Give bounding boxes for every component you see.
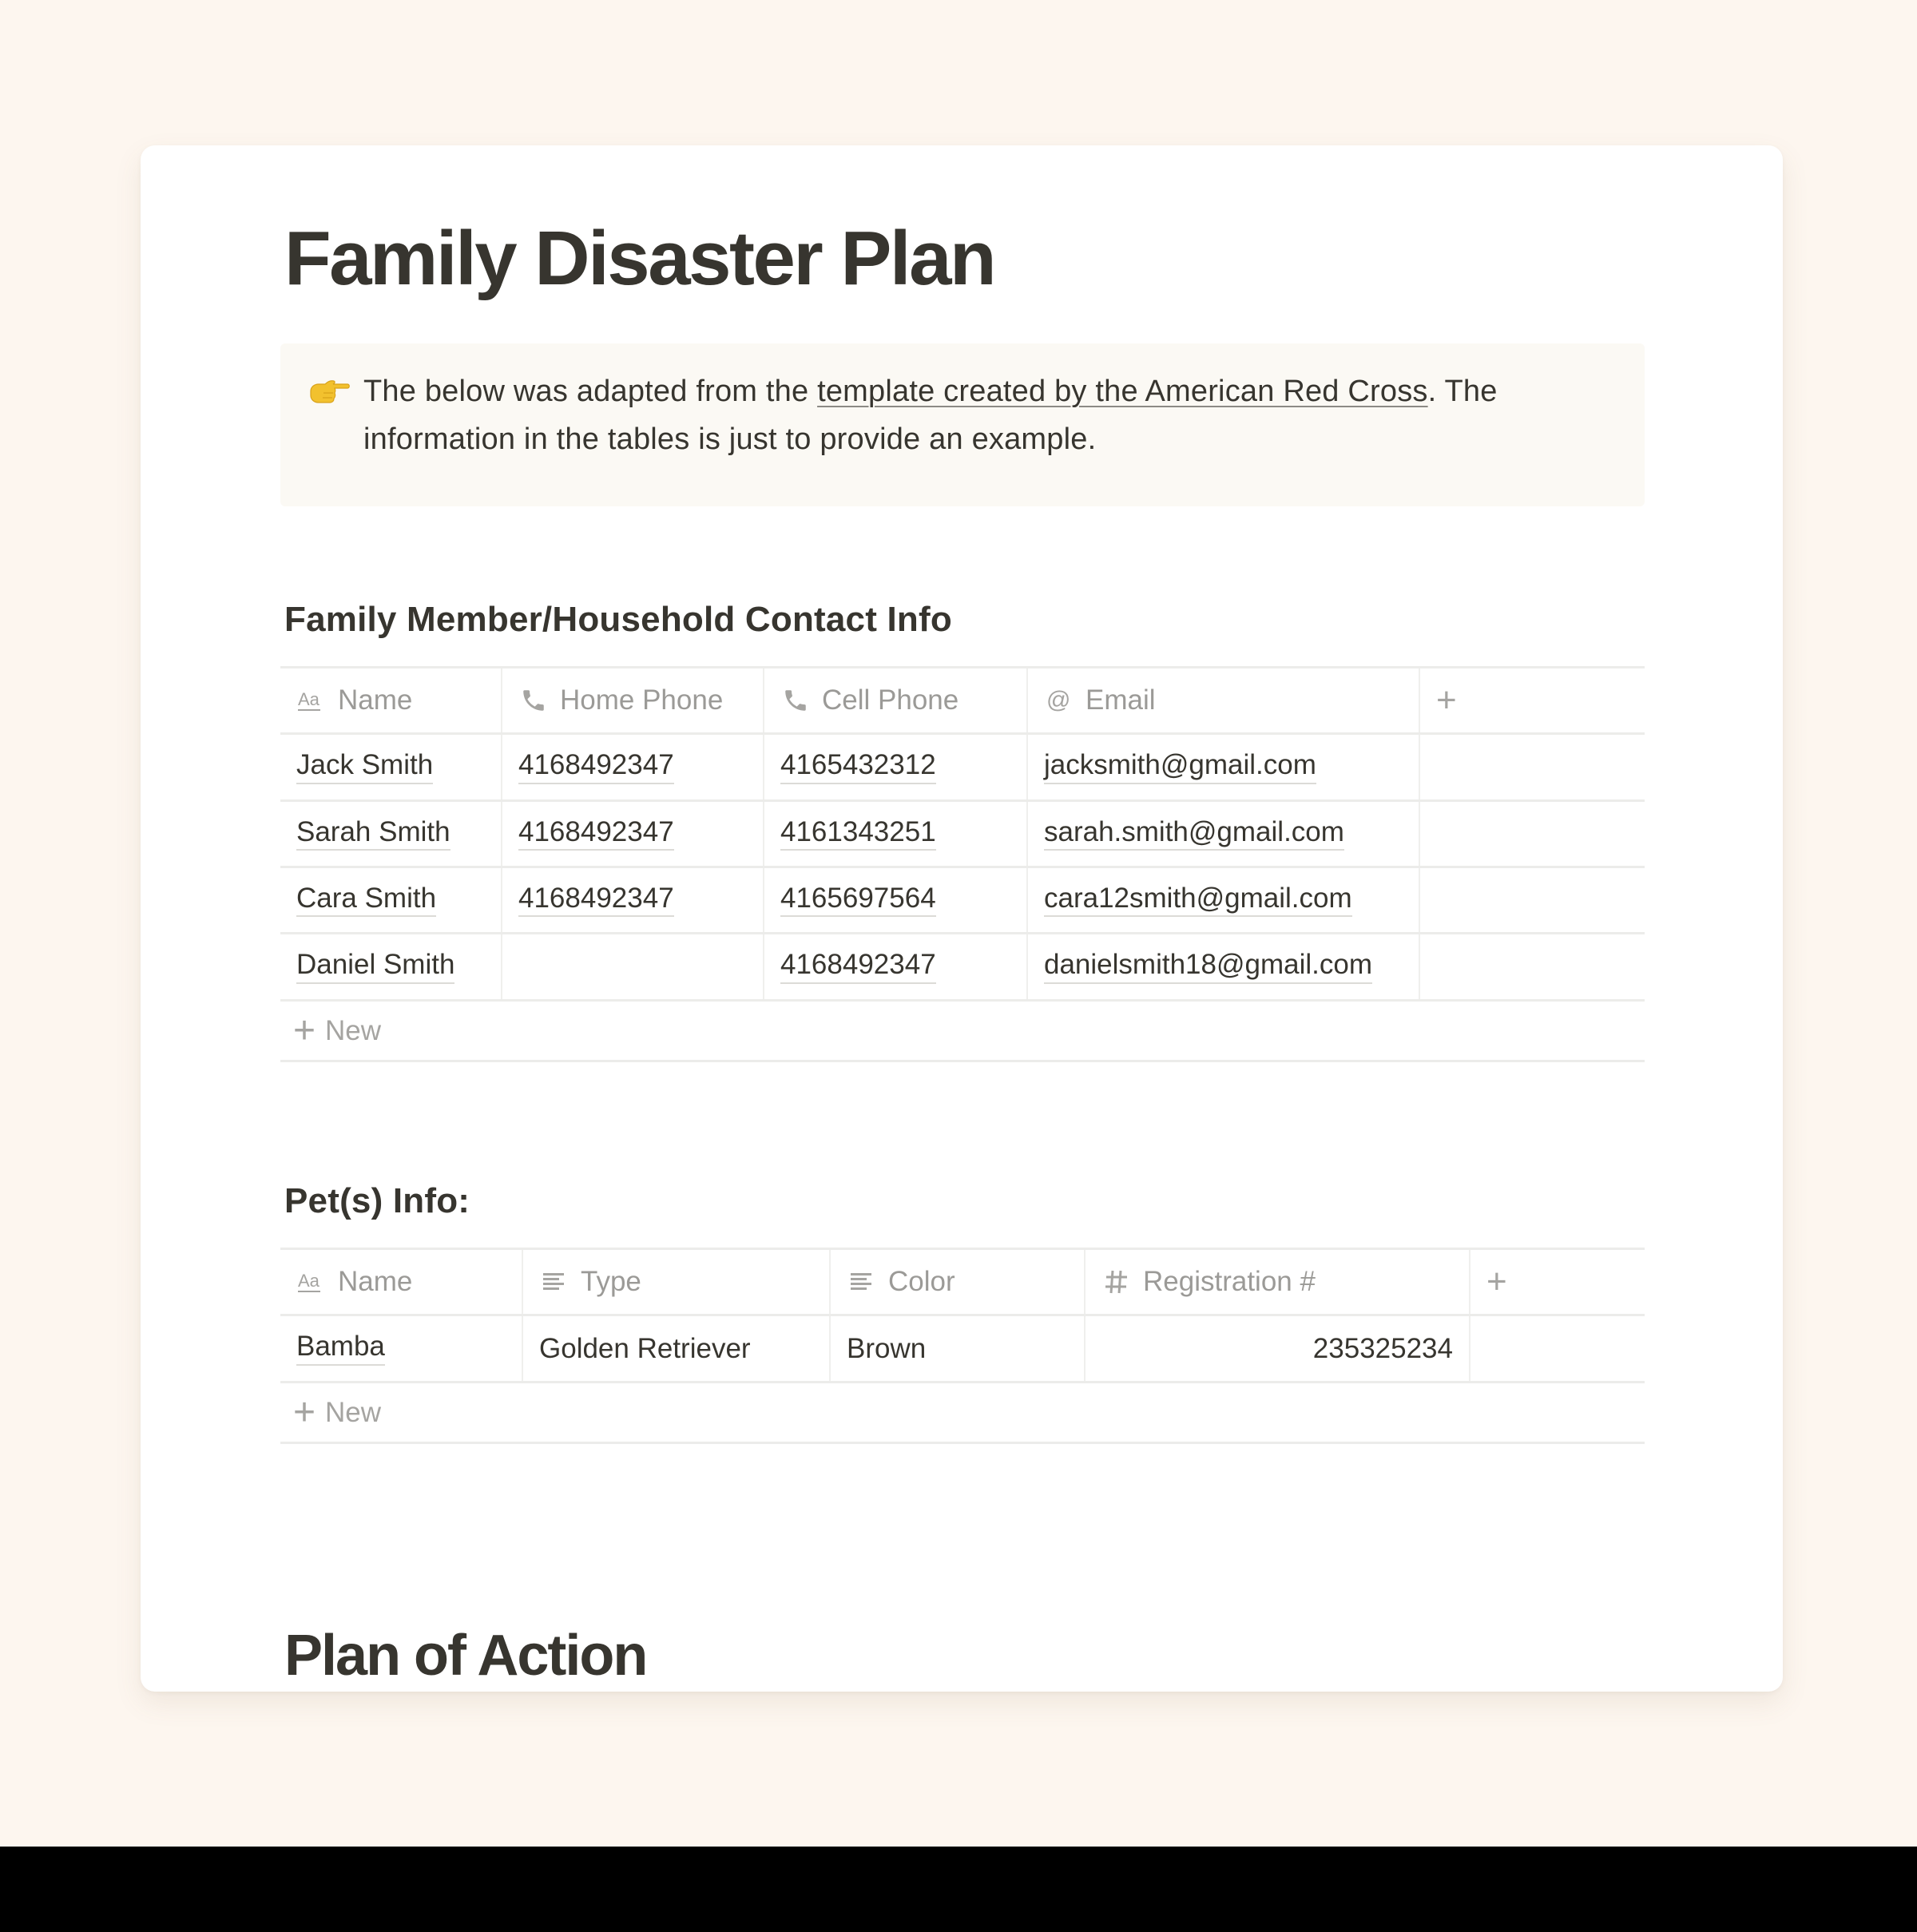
cell-type[interactable] (523, 1316, 831, 1381)
at-sign-icon (1044, 685, 1074, 716)
column-header-color[interactable] (831, 1250, 1086, 1314)
add-new-row-button[interactable] (280, 1383, 1645, 1444)
cell-text: Sarah Smith (296, 817, 450, 851)
cell-empty (1470, 1316, 1645, 1381)
cell-text: Daniel Smith (296, 950, 454, 984)
cell-text: 4161343251 (780, 817, 936, 851)
cell-email[interactable] (1028, 934, 1420, 999)
cell-home-phone[interactable] (502, 735, 764, 799)
cell-name[interactable] (280, 868, 502, 932)
cell-name[interactable] (280, 735, 502, 799)
cell-cell-phone[interactable] (764, 735, 1028, 799)
title-aa-icon (296, 1267, 327, 1297)
cell-email[interactable] (1028, 802, 1420, 866)
cell-empty (1420, 868, 1645, 932)
new-row-label: New (325, 1014, 382, 1046)
column-label: Color (888, 1266, 955, 1297)
table-row[interactable] (280, 799, 1645, 866)
cell-name[interactable] (280, 802, 502, 866)
table-row[interactable] (280, 732, 1645, 799)
column-header-cell-phone[interactable] (764, 668, 1028, 732)
cell-email[interactable] (1028, 868, 1420, 932)
contacts-header-row (280, 666, 1645, 732)
cell-text: 4168492347 (518, 750, 674, 784)
cell-name[interactable] (280, 934, 502, 999)
cell-name[interactable] (280, 1316, 523, 1381)
cell-text: Brown (847, 1332, 927, 1364)
cell-home-phone[interactable] (502, 868, 764, 932)
title-aa-icon (296, 685, 327, 716)
contacts-table (280, 666, 1645, 1062)
cell-text: Golden Retriever (539, 1332, 751, 1364)
phone-icon (780, 685, 811, 716)
cell-text: 4168492347 (780, 950, 936, 984)
column-header-registration[interactable] (1086, 1250, 1470, 1314)
cell-text: cara12smith@gmail.com (1044, 883, 1352, 918)
cell-text: 235325234 (1312, 1332, 1453, 1364)
callout-block (280, 343, 1645, 506)
pets-heading: Pet(s) Info: (284, 1181, 470, 1220)
cell-text: Bamba (296, 1331, 385, 1366)
black-letterbox-bar (0, 1847, 1917, 1932)
document-card (141, 145, 1783, 1692)
cell-cell-phone[interactable] (764, 934, 1028, 999)
plus-icon: + (1486, 1262, 1507, 1301)
cell-cell-phone[interactable] (764, 802, 1028, 866)
red-cross-template-link[interactable]: template created by the American Red Cross (817, 375, 1428, 408)
cell-email[interactable] (1028, 735, 1420, 799)
contacts-heading: Family Member/Household Contact Info (284, 600, 952, 639)
pointing-hand-icon (308, 377, 351, 409)
column-header-email[interactable] (1028, 668, 1420, 732)
hash-icon (1101, 1267, 1132, 1297)
add-column-button[interactable] (1470, 1250, 1645, 1314)
plus-icon: + (1436, 680, 1457, 720)
column-label: Type (581, 1266, 641, 1297)
column-label: Registration # (1143, 1266, 1316, 1297)
cell-text: sarah.smith@gmail.com (1044, 817, 1344, 851)
text-lines-icon (847, 1267, 877, 1297)
column-label: Name (338, 684, 413, 716)
column-header-name[interactable] (280, 1250, 523, 1314)
column-label: Name (338, 1266, 413, 1297)
cell-home-phone[interactable] (502, 934, 764, 999)
pets-header-row (280, 1248, 1645, 1314)
cell-empty (1420, 934, 1645, 999)
cell-text: Cara Smith (296, 883, 436, 918)
column-label: Email (1086, 684, 1156, 716)
callout-text (363, 367, 1625, 463)
text-lines-icon (539, 1267, 570, 1297)
add-column-button[interactable] (1420, 668, 1645, 732)
cell-text: jacksmith@gmail.com (1044, 750, 1316, 784)
phone-icon (518, 685, 549, 716)
column-header-type[interactable] (523, 1250, 831, 1314)
cell-text: Jack Smith (296, 750, 433, 784)
cell-empty (1420, 802, 1645, 866)
pets-table (280, 1248, 1645, 1444)
cell-registration[interactable] (1086, 1316, 1470, 1381)
callout-text-before: The below was adapted from the (363, 375, 818, 408)
cell-text: 4168492347 (518, 817, 674, 851)
plan-of-action-heading: Plan of Action (284, 1624, 647, 1688)
cell-text: 4168492347 (518, 883, 674, 918)
svg-text:@: @ (1046, 687, 1071, 713)
cell-text: danielsmith18@gmail.com (1044, 950, 1372, 984)
cell-color[interactable] (831, 1316, 1086, 1381)
table-row[interactable] (280, 1314, 1645, 1383)
column-label: Cell Phone (822, 684, 959, 716)
cell-cell-phone[interactable] (764, 868, 1028, 932)
table-row[interactable] (280, 932, 1645, 1002)
column-label: Home Phone (560, 684, 724, 716)
cell-text: 4165697564 (780, 883, 936, 918)
cell-home-phone[interactable] (502, 802, 764, 866)
callout-text-after: . The information in the tables is just to provide an example. (363, 375, 1498, 456)
table-row[interactable] (280, 866, 1645, 932)
cell-text: 4165432312 (780, 750, 936, 784)
column-header-name[interactable] (280, 668, 502, 732)
svg-text:Aa: Aa (298, 1271, 320, 1291)
page-title: Family Disaster Plan (284, 216, 995, 301)
column-header-home-phone[interactable] (502, 668, 764, 732)
svg-text:Aa: Aa (298, 689, 320, 709)
plus-icon: + (293, 1390, 316, 1434)
plus-icon: + (293, 1009, 316, 1052)
new-row-label: New (325, 1396, 382, 1428)
add-new-row-button[interactable] (280, 1002, 1645, 1062)
cell-empty (1420, 735, 1645, 799)
